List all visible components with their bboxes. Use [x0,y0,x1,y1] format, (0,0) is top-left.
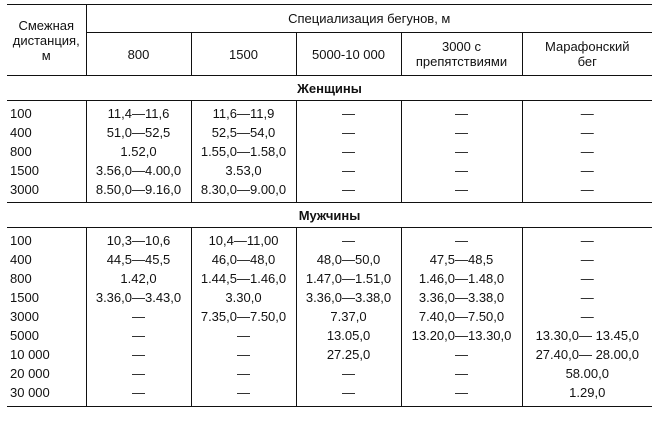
value-cell: 51,0—52,5 [86,123,191,142]
spacer-cell [522,402,652,407]
section-title: Мужчины [7,203,652,228]
training-table [7,4,652,407]
value-cell: — [401,383,522,402]
table-row [7,123,652,142]
column-header-text: Марафонский [545,39,630,54]
column-header-text: 3000 с [441,39,482,54]
value-cell: 13.05,0 [296,326,401,345]
value-cell: — [401,231,522,250]
value-cell: — [522,180,652,199]
column-header-1500 [191,33,296,76]
distance-cell: 3000 [10,182,39,197]
value-cell: 1.44,5—1.46,0 [191,269,296,288]
distance-cell: 1500 [10,290,39,305]
value-cell: — [191,364,296,383]
row-label-line: дистанция, [12,32,80,48]
distance-cell: 1500 [10,163,39,178]
column-header-text: бег [577,54,597,69]
value-cell: 11,4—11,6 [86,104,191,123]
table-row [7,250,652,269]
column-header-800 [86,33,191,76]
value-cell: 27.25,0 [296,345,401,364]
value-cell: — [401,161,522,180]
value-cell: — [86,383,191,402]
table-row [7,231,652,250]
value-cell: 58.00,0 [522,364,652,383]
row-label-line: м [41,47,51,63]
value-cell: 3.30,0 [191,288,296,307]
spacer-row [7,402,652,407]
table-row [7,104,652,123]
value-cell: 1.46,0—1.48,0 [401,269,522,288]
distance-cell: 400 [10,252,32,267]
value-cell: — [296,180,401,199]
value-cell: 47,5—48,5 [401,250,522,269]
table-row [7,307,652,326]
spacer-cell [86,402,191,407]
value-cell: 1.29,0 [522,383,652,402]
value-cell: — [296,161,401,180]
value-cell: 13.30,0— 13.45,0 [522,326,652,345]
value-cell: — [522,142,652,161]
value-cell: — [522,161,652,180]
distance-cell: 3000 [10,309,39,324]
table-row [7,326,652,345]
column-header-steeplechase [401,33,522,76]
distance-cell: 10 000 [10,347,50,362]
distance-cell: 800 [10,271,32,286]
value-cell: 10,4—11,00 [191,231,296,250]
value-cell: 52,5—54,0 [191,123,296,142]
distance-cell: 20 000 [10,366,50,381]
value-cell: 11,6—11,9 [191,104,296,123]
row-label-line: Смежная [18,17,75,33]
value-cell: — [401,142,522,161]
value-cell: — [401,180,522,199]
value-cell: 27.40,0— 28.00,0 [522,345,652,364]
section-title: Женщины [7,76,652,101]
value-cell: 7.37,0 [296,307,401,326]
value-cell: 1.42,0 [86,269,191,288]
value-cell: 44,5—45,5 [86,250,191,269]
value-cell: — [401,345,522,364]
table-row [7,288,652,307]
value-cell: — [296,231,401,250]
value-cell: — [86,307,191,326]
value-cell: 7.35,0—7.50,0 [191,307,296,326]
group-title: Специализация бегунов, м [86,5,652,33]
column-header-text: 5000-10 000 [311,46,385,62]
value-cell: — [86,345,191,364]
value-cell: 48,0—50,0 [296,250,401,269]
table-row [7,142,652,161]
value-cell: — [296,104,401,123]
value-cell: — [401,123,522,142]
value-cell: — [296,364,401,383]
value-cell: 3.56,0—4.00,0 [86,161,191,180]
table-row [7,383,652,402]
distance-cell: 5000 [10,328,39,343]
column-header-5000-10000 [296,33,401,76]
distance-cell: 400 [10,125,32,140]
value-cell: 3.36,0—3.38,0 [296,288,401,307]
value-cell: 46,0—48,0 [191,250,296,269]
value-cell: — [191,383,296,402]
value-cell: 7.40,0—7.50,0 [401,307,522,326]
spacer-cell [7,402,86,407]
section-row [7,76,652,101]
value-cell: 3.36,0—3.38,0 [401,288,522,307]
value-cell: — [522,307,652,326]
value-cell: 10,3—10,6 [86,231,191,250]
row-label-header [7,5,86,76]
value-cell: — [296,383,401,402]
distance-cell: 800 [10,144,32,159]
spacer-cell [401,402,522,407]
table-body [7,76,652,407]
value-cell: 13.20,0—13.30,0 [401,326,522,345]
value-cell: — [296,123,401,142]
value-cell: 3.36,0—3.43,0 [86,288,191,307]
value-cell: — [401,364,522,383]
value-cell: — [522,123,652,142]
column-header-text: 800 [127,46,150,62]
value-cell: — [191,326,296,345]
value-cell: — [522,288,652,307]
value-cell: — [191,345,296,364]
value-cell: 1.47,0—1.51,0 [296,269,401,288]
table-row [7,269,652,288]
section-row [7,203,652,228]
value-cell: — [86,364,191,383]
value-cell: — [296,142,401,161]
spacer-cell [191,402,296,407]
column-header-text: препятствиями [415,54,508,69]
value-cell: 1.52,0 [86,142,191,161]
spacer-cell [296,402,401,407]
column-header-text: 1500 [229,46,258,62]
value-cell: 3.53,0 [191,161,296,180]
table-row [7,364,652,383]
table-row [7,180,652,199]
value-cell: — [522,104,652,123]
table-row [7,345,652,364]
table-row [7,161,652,180]
value-cell: — [401,104,522,123]
value-cell: — [522,269,652,288]
value-cell: — [522,231,652,250]
distance-cell: 100 [10,106,32,121]
value-cell: 1.55,0—1.58,0 [191,142,296,161]
value-cell: — [86,326,191,345]
distance-cell: 100 [10,233,32,248]
value-cell: — [522,250,652,269]
distance-cell: 30 000 [10,385,50,400]
value-cell: 8.30,0—9.00,0 [191,180,296,199]
value-cell: 8.50,0—9.16,0 [86,180,191,199]
column-header-marathon [522,33,652,76]
